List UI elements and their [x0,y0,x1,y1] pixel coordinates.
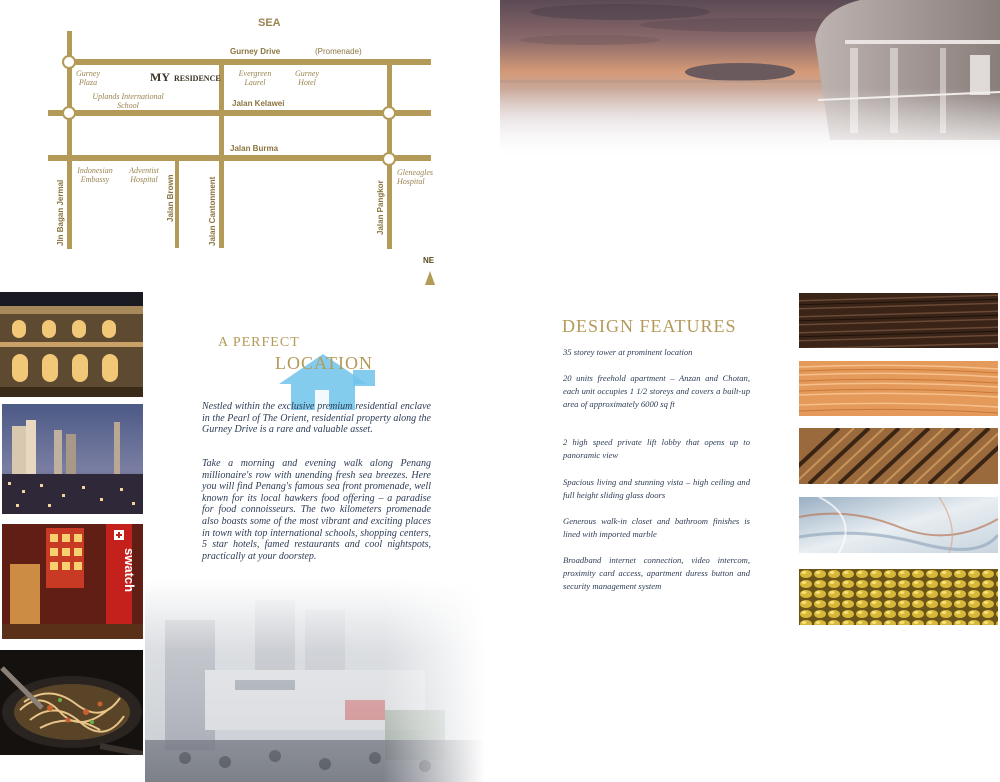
compass-label: NE [423,256,435,265]
label-gurney-hotel: Gurney Hotel [295,69,319,87]
feature-item: Broadband internet connection, video intercom, proximity card access, apartment duress button and security management system [563,555,750,591]
north-arrow-icon [424,270,436,286]
label-jalan-burma: Jalan Burma [230,144,279,153]
road-jalan-brown [175,158,179,248]
map-sea-label: SEA [258,17,281,29]
location-map [40,10,460,290]
sunset-balcony-photo [500,0,1000,160]
label-jalan-cantonment: Jalan Cantonment [208,176,217,246]
heritage-building-photo [0,292,143,397]
label-jalan-kelawei: Jalan Kelawei [232,99,285,108]
map-node [382,106,396,120]
road-jalan-kelawei [48,110,431,116]
city-skyline-photo [2,404,143,514]
my-residence-marker [150,68,221,86]
swatch-sign: swatch [122,548,137,593]
feature-item: 35 storey tower at prominent location [563,347,693,357]
street-market-photo [145,580,485,782]
road-jalan-burma [48,155,431,161]
design-features-heading: DESIGN FEATURES [562,316,737,336]
location-paragraph-2: Take a morning and evening walk along Penang millionaire's row with unending fresh sea breezes. Here you will find Penang's famous sea front promenade, well known for its local hawkers food offering – a paradise for food connoisseurs. The two kilometers promenade also boasts some of the most vibrant and exciting places in town with top international schools, shopping centers, 5 star hotels, famed restaurants and cool nightspots, practically at your doorstep. [202,458,431,562]
marble-texture [799,497,998,553]
location-heading-line-2: LOCATION [275,353,373,373]
road-gurney-drive [68,59,431,65]
feature-item: Spacious living and stunning vista – high ceiling and full height sliding glass doors [563,477,750,500]
label-jalan-brown: Jalan Brown [166,174,175,222]
label-jln-bagan-jermal: Jln Bagan Jermal [56,179,65,246]
label-gurney-plaza: Gurney Plaza [76,69,100,87]
label-uplands: Uplands International School [92,92,164,110]
shopping-mall-photo [2,524,143,639]
map-node [62,106,76,120]
label-evergreen-laurel: Evergreen Laurel [238,69,272,87]
feature-item: 2 high speed private lift lobby that opens up to panoramic view [563,437,750,460]
label-jalan-pangkor: Jalan Pangkor [376,180,385,235]
dark-wood-texture [799,293,998,348]
label-gurney-drive: Gurney Drive [230,47,281,56]
road-jalan-cantonment [219,60,224,248]
label-gleneagles-hospital: Gleneagles Hospital [397,168,433,186]
map-node [382,152,396,166]
gold-pebble-texture [799,569,998,625]
map-node [62,55,76,69]
my-label: MY [150,70,170,84]
label-indonesian-embassy: Indonesian Embassy [77,166,113,184]
striped-wood-texture [799,428,998,484]
wok-cooking-photo [0,650,143,755]
location-heading-line-1: A PERFECT [218,335,300,350]
light-wood-texture [799,361,998,416]
location-paragraph-1: Nestled within the exclusive premium residential enclave in the Pearl of The Orient, residential property along the Gurney Drive is a rare and valuable asset. [202,401,431,436]
feature-item: Generous walk-in closet and bathroom finishes is lined with imported marble [563,516,750,539]
label-adventist-hospital: Adventist Hospital [129,166,159,184]
feature-item: 20 units freehold apartment – Anzan and Chotan, each unit occupies 1 1/2 storeys and covers a built-up area of approximately 6000 sq ft [563,373,750,409]
label-promenade: (Promenade) [315,47,362,56]
residence-label: RESIDENCE [174,74,221,83]
